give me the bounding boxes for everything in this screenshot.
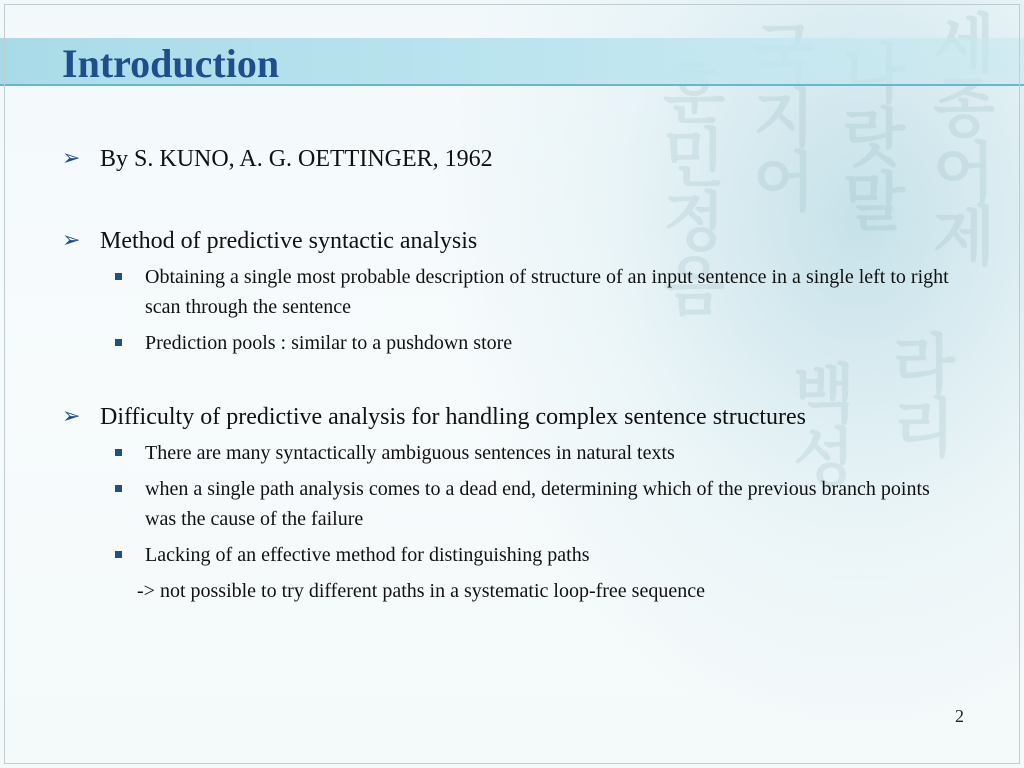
bullet-text: Prediction pools : similar to a pushdown store [145, 332, 513, 354]
square-bullet-icon [115, 485, 122, 492]
square-bullet-icon [115, 449, 122, 456]
bullet-level2 [62, 438, 962, 468]
arrowhead-icon: ➢ [62, 146, 81, 171]
background-glyph-text: 라리 [881, 330, 955, 458]
slide-title: Introduction [62, 41, 280, 86]
bullet-text: By S. KUNO, A. G. OETTINGER, 1962 [100, 146, 493, 172]
continuation-text: -> not possible to try different paths in a systematic loop-free sequence [137, 580, 705, 602]
bullet-level1 [62, 144, 962, 174]
bullet-text: Obtaining a single most probable description of structure of an input sentence in a single left to right scan through the sentence [145, 266, 949, 318]
page-number: 2 [955, 706, 964, 726]
square-bullet-icon [115, 551, 122, 558]
arrowhead-icon: ➢ [62, 228, 81, 253]
bullet-text: Difficulty of predictive analysis for handling complex sentence structures [100, 404, 807, 430]
background-glyph-text: 나랏말 [831, 40, 905, 232]
background-glyph-text: 세종어제 [921, 10, 995, 266]
bullet-level2 [62, 328, 962, 358]
bullet-level2 [62, 474, 962, 534]
bullet-text: when a single path analysis comes to a dead end, determining which of the previous branch points was the cause of the failure [145, 478, 930, 530]
background-glyph-text: 훈민정음 [651, 60, 725, 316]
slide-body [62, 140, 962, 606]
bullet-level1 [62, 226, 962, 256]
bullet-level2 [62, 540, 962, 570]
bullet-level2 [62, 262, 962, 322]
bullet-text: Lacking of an effective method for distinguishing paths [145, 544, 590, 566]
background-glyph-text: 국지어 [741, 20, 815, 212]
bullet-text: There are many syntactically ambiguous sentences in natural texts [145, 442, 675, 464]
arrowhead-icon: ➢ [62, 404, 81, 429]
bullet-text: Method of predictive syntactic analysis [100, 228, 478, 254]
square-bullet-icon [115, 339, 122, 346]
background-glyph-text: 백성 [781, 360, 855, 488]
bullet-level1 [62, 402, 962, 432]
square-bullet-icon [115, 273, 122, 280]
